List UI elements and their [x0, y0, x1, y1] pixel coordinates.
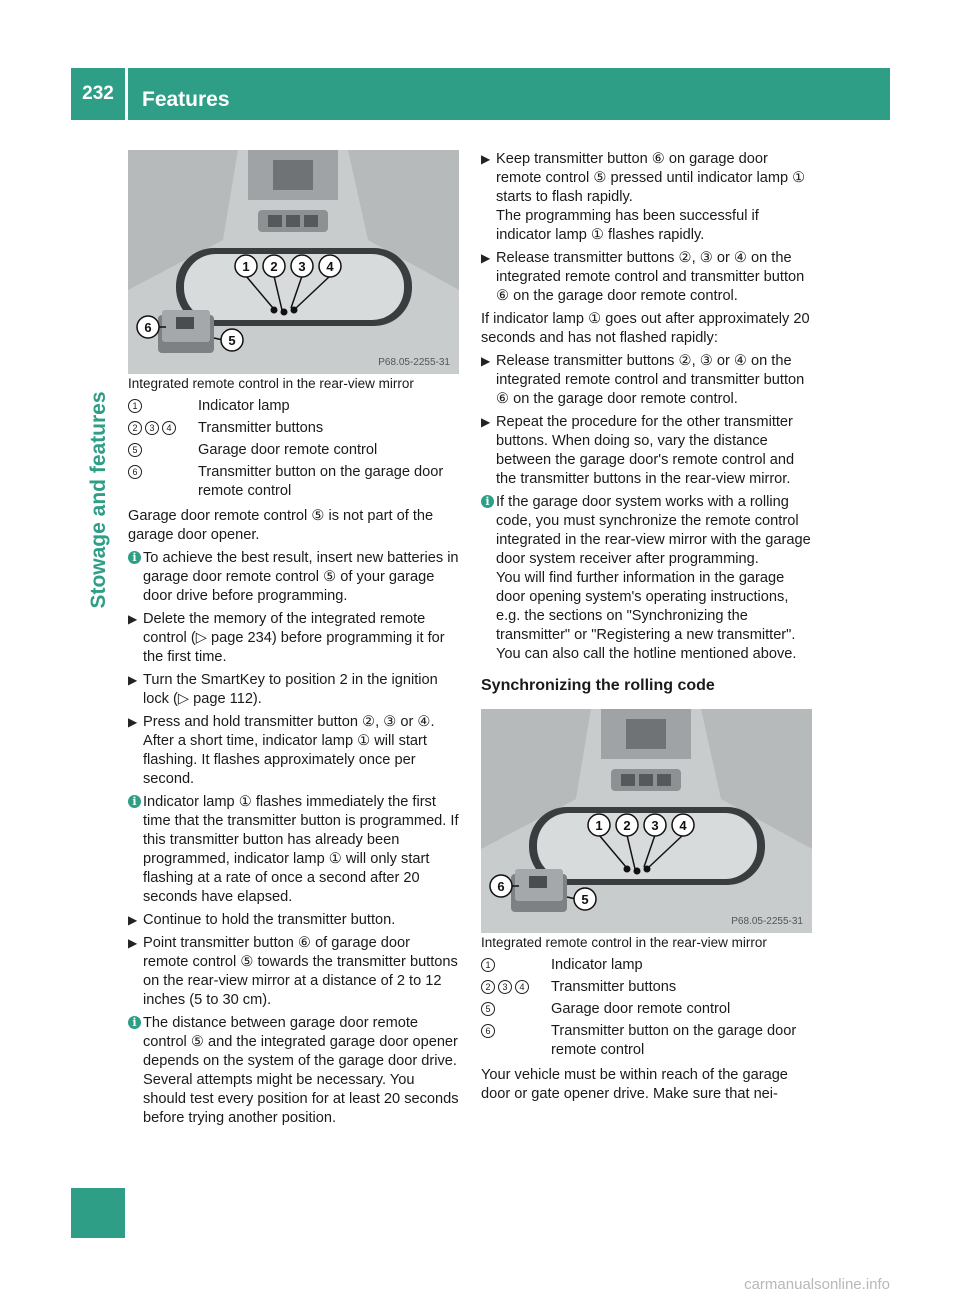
step [481, 413, 812, 489]
legend-desc: Indicator lamp [198, 398, 290, 414]
key-number: 3 [498, 980, 512, 994]
mirror-figure-2 [481, 709, 812, 933]
legend-row [128, 397, 459, 416]
body-paragraph: If indicator lamp ① goes out after approximately 20 seconds and has not flashed rapidly: [481, 311, 810, 346]
key-number: 6 [481, 1024, 495, 1038]
watermark: carmanualsonline.info [744, 1276, 890, 1293]
legend [481, 956, 812, 1060]
step [128, 713, 459, 789]
side-bar [71, 123, 125, 1238]
key-number: 5 [481, 1002, 495, 1016]
info-icon: i [128, 1016, 141, 1029]
info-icon: i [128, 795, 141, 808]
callout-3-label: 3 [651, 818, 659, 833]
callout-1-label: 1 [595, 818, 603, 833]
right-column [481, 150, 812, 1108]
section-heading: Synchronizing the rolling code [481, 677, 715, 694]
legend-desc: Indicator lamp [551, 957, 643, 973]
legend-row [128, 419, 459, 438]
info-text: To achieve the best result, insert new batteries in garage door remote control ⑤ of your garage door drive before programming. [143, 550, 459, 604]
step [128, 911, 459, 930]
side-block [71, 1188, 125, 1238]
step-arrow-icon: ▶ [128, 673, 138, 687]
mirror-figure-1 [128, 150, 459, 374]
info-note [128, 1014, 459, 1128]
callout-2-label: 2 [623, 818, 631, 833]
step-text: Point transmitter button ⑥ of garage door remote control ⑤ towards the transmitter buttons on the rear-view mirror at a distance of 2 to 12 inches (5 to 30 cm). [143, 935, 458, 1008]
info-note [481, 493, 812, 664]
page-number: 232 [82, 83, 114, 104]
callout-1-label: 1 [242, 259, 250, 274]
step-arrow-icon: ▶ [481, 251, 491, 265]
left-column [128, 150, 459, 1132]
legend-row [128, 463, 459, 501]
callout-3-label: 3 [298, 259, 306, 274]
legend-row [481, 1022, 812, 1060]
legend-desc: Transmitter buttons [551, 979, 677, 995]
step-text: Turn the SmartKey to position 2 in the ignition lock (▷ page 112). [143, 672, 438, 707]
mirror-illustration [481, 709, 812, 933]
key-number: 5 [128, 443, 142, 457]
figure-code: P68.05-2255-31 [378, 357, 450, 368]
body-paragraph: Garage door remote control ⑤ is not part of the garage door opener. [128, 508, 434, 543]
step-text: Repeat the procedure for the other transmitter buttons. When doing so, vary the distance between the garage door's remote control and the transmitter buttons in the rear-view mirror. [496, 414, 795, 487]
step-text: Release transmitter buttons ②, ③ or ④ on the integrated remote control and transmitter button ⑥ on the garage door remote control. [496, 353, 805, 407]
key-number: 3 [145, 421, 159, 435]
step-text: Keep transmitter button ⑥ on garage door remote control ⑤ pressed until indicator lamp ① starts to flash rapidly. The programming has been successful if indicator lamp ① flashes rapidly. [496, 151, 806, 243]
step-text: Continue to hold the transmitter button. [143, 912, 396, 928]
info-note [128, 793, 459, 907]
key-number: 4 [515, 980, 529, 994]
step-arrow-icon: ▶ [128, 936, 138, 950]
info-note [128, 549, 459, 606]
step [128, 610, 459, 667]
legend-desc: Transmitter buttons [198, 420, 324, 436]
legend-row [481, 978, 812, 997]
key-number: 1 [128, 399, 142, 413]
legend-desc: Transmitter button on the garage door remote control [551, 1023, 797, 1058]
info-text: If the garage door system works with a rolling code, you must synchronize the remote control integrated in the rear-view mirror with the garage door system receiver after programming. [496, 494, 811, 567]
info-text: The distance between garage door remote control ⑤ and the integrated garage door opener depends on the system of the garage door drive. Several attempts might be necessary. You should test every position for at least 20 seconds before trying another position. [143, 1015, 459, 1126]
step-text: Delete the memory of the integrated remote control (▷ page 234) before programming it for the first time. [143, 611, 445, 665]
figure-code: P68.05-2255-31 [731, 916, 803, 927]
key-number: 2 [481, 980, 495, 994]
step-text: Release transmitter buttons ②, ③ or ④ on the integrated remote control and transmitter button ⑥ on the garage door remote control. [496, 250, 805, 304]
info-text-2: You will find further information in the garage door opening system's operating instructions, e.g. the sections on "Synchronizing the transmitter" or "Registering a new transmitter". You can also call the hotline mentioned above. [496, 570, 797, 662]
step-arrow-icon: ▶ [128, 715, 138, 729]
page-title: Features [142, 88, 230, 111]
legend [128, 397, 459, 501]
legend-desc: Garage door remote control [198, 442, 378, 458]
callout-4-label: 4 [326, 259, 334, 274]
callout-5-label: 5 [228, 333, 236, 348]
step [128, 671, 459, 709]
legend-row [481, 1000, 812, 1019]
step [481, 150, 812, 245]
step-arrow-icon: ▶ [481, 354, 491, 368]
step-text: Press and hold transmitter button ②, ③ or ④. After a short time, indicator lamp ① will start flashing. It flashes approximately once per second. [143, 714, 435, 787]
callout-6-label: 6 [144, 320, 152, 335]
step-arrow-icon: ▶ [128, 612, 138, 626]
callout-6-label: 6 [497, 879, 505, 894]
legend-desc: Transmitter button on the garage door remote control [198, 464, 444, 499]
mirror-illustration [128, 150, 459, 374]
key-number: 2 [128, 421, 142, 435]
step-arrow-icon: ▶ [481, 152, 491, 166]
legend-desc: Garage door remote control [551, 1001, 731, 1017]
key-number: 1 [481, 958, 495, 972]
figure-caption: Integrated remote control in the rear-view mirror [128, 376, 414, 391]
legend-row [481, 956, 812, 975]
legend-row [128, 441, 459, 460]
info-icon: i [481, 495, 494, 508]
body-paragraph: Your vehicle must be within reach of the garage door or gate opener drive. Make sure that nei- [481, 1067, 788, 1102]
section-tab [84, 335, 114, 665]
header-bar [128, 68, 890, 120]
step-arrow-icon: ▶ [481, 415, 491, 429]
key-number: 6 [128, 465, 142, 479]
step-arrow-icon: ▶ [128, 913, 138, 927]
figure-caption: Integrated remote control in the rear-view mirror [481, 935, 767, 950]
step [481, 249, 812, 306]
callout-4-label: 4 [679, 818, 687, 833]
callout-5-label: 5 [581, 892, 589, 907]
step [481, 352, 812, 409]
callout-2-label: 2 [270, 259, 278, 274]
info-text: Indicator lamp ① flashes immediately the first time that the transmitter button is programmed. If this transmitter button has already been programmed, indicator lamp ① will only start flashing at a rate of once a second after 20 seconds have elapsed. [143, 794, 459, 905]
key-number: 4 [162, 421, 176, 435]
step [128, 934, 459, 1010]
section-label: Stowage and features [87, 391, 110, 609]
info-icon: i [128, 551, 141, 564]
